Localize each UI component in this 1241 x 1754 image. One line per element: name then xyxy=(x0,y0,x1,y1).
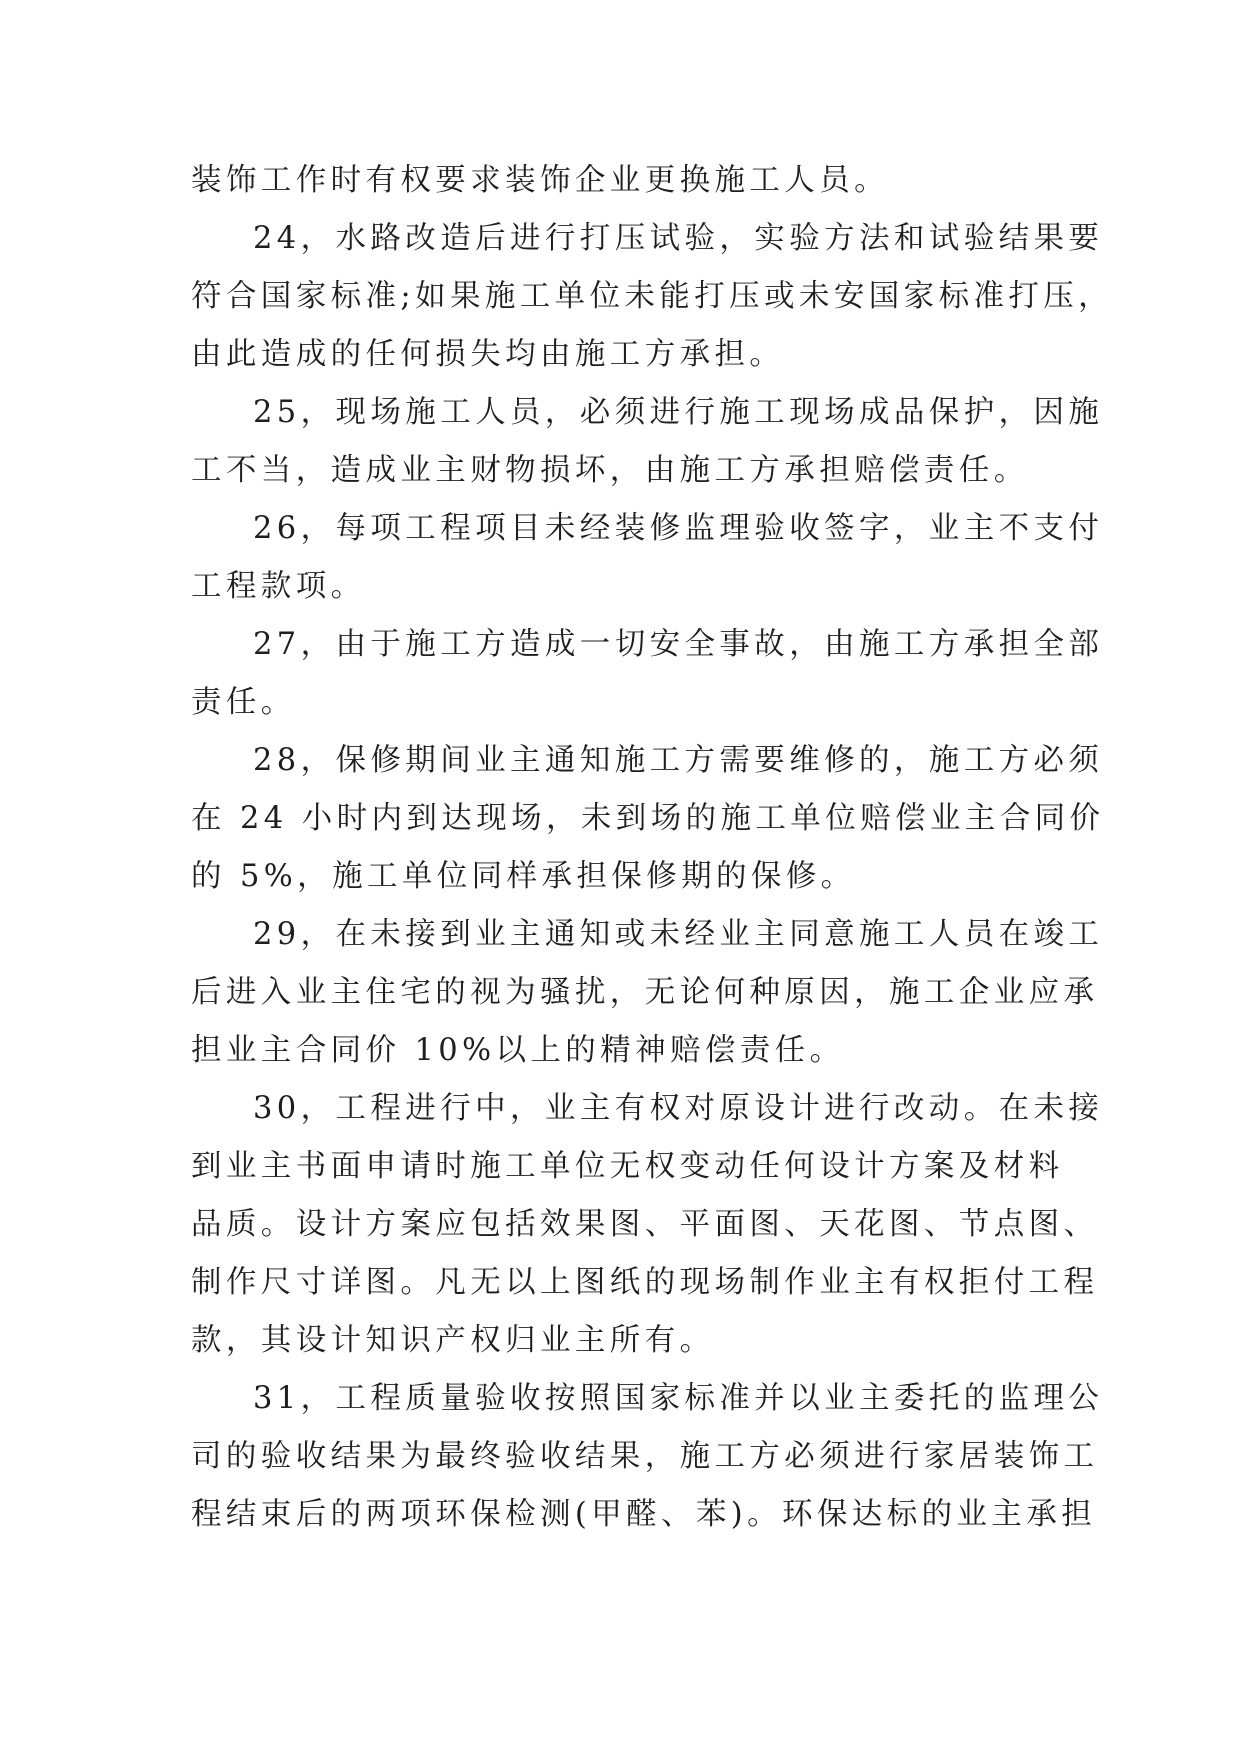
clause-26-line-1: 26，每项工程项目未经装修监理验收签字，业主不支付 xyxy=(253,511,1104,546)
document-body xyxy=(191,152,1114,1544)
clause-28-line-1: 28，保修期间业主通知施工方需要维修的，施工方必须 xyxy=(253,743,1104,778)
text-line: 装饰工作时有权要求装饰企业更换施工人员。 xyxy=(191,163,889,198)
clause-30-line-2: 到业主书面申请时施工单位无权变动任何设计方案及材料 xyxy=(191,1149,1064,1184)
clause-28-line-3: 的 5%，施工单位同样承担保修期的保修。 xyxy=(191,859,856,894)
clause-30-line-3: 品质。设计方案应包括效果图、平面图、天花图、节点图、 xyxy=(191,1207,1099,1242)
clause-31-line-2: 司的验收结果为最终验收结果，施工方必须进行家居装饰工 xyxy=(191,1439,1099,1474)
clause-24-line-3: 由此造成的任何损失均由施工方承担。 xyxy=(191,337,785,372)
clause-30-line-4: 制作尺寸详图。凡无以上图纸的现场制作业主有权拒付工程 xyxy=(191,1265,1099,1300)
clause-26-line-2: 工程款项。 xyxy=(191,569,366,604)
clause-29-line-3: 担业主合同价 10%以上的精神赔偿责任。 xyxy=(191,1033,845,1068)
clause-30-line-1: 30，工程进行中，业主有权对原设计进行改动。在未接 xyxy=(253,1091,1104,1126)
clause-30-line-5: 款，其设计知识产权归业主所有。 xyxy=(191,1323,715,1358)
clause-25-line-2: 工不当，造成业主财物损坏，由施工方承担赔偿责任。 xyxy=(191,453,1029,488)
clause-31-line-1: 31，工程质量验收按照国家标准并以业主委托的监理公 xyxy=(253,1381,1104,1416)
clause-28-line-2: 在 24 小时内到达现场，未到场的施工单位赔偿业主合同价 xyxy=(191,801,1105,836)
clause-31-line-3: 程结束后的两项环保检测(甲醛、苯)。环保达标的业主承担 xyxy=(191,1497,1097,1532)
clause-25-line-1: 25，现场施工人员，必须进行施工现场成品保护，因施 xyxy=(253,395,1104,430)
clause-29-line-2: 后进入业主住宅的视为骚扰，无论何种原因，施工企业应承 xyxy=(191,975,1099,1010)
clause-29-line-1: 29，在未接到业主通知或未经业主同意施工人员在竣工 xyxy=(253,917,1104,952)
clause-24-line-2: 符合国家标准;如果施工单位未能打压或未安国家标准打压， xyxy=(191,279,1114,314)
clause-27-line-1: 27，由于施工方造成一切安全事故，由施工方承担全部 xyxy=(253,627,1104,662)
clause-27-line-2: 责任。 xyxy=(191,685,296,720)
clause-24-line-1: 24，水路改造后进行打压试验，实验方法和试验结果要 xyxy=(253,221,1104,256)
